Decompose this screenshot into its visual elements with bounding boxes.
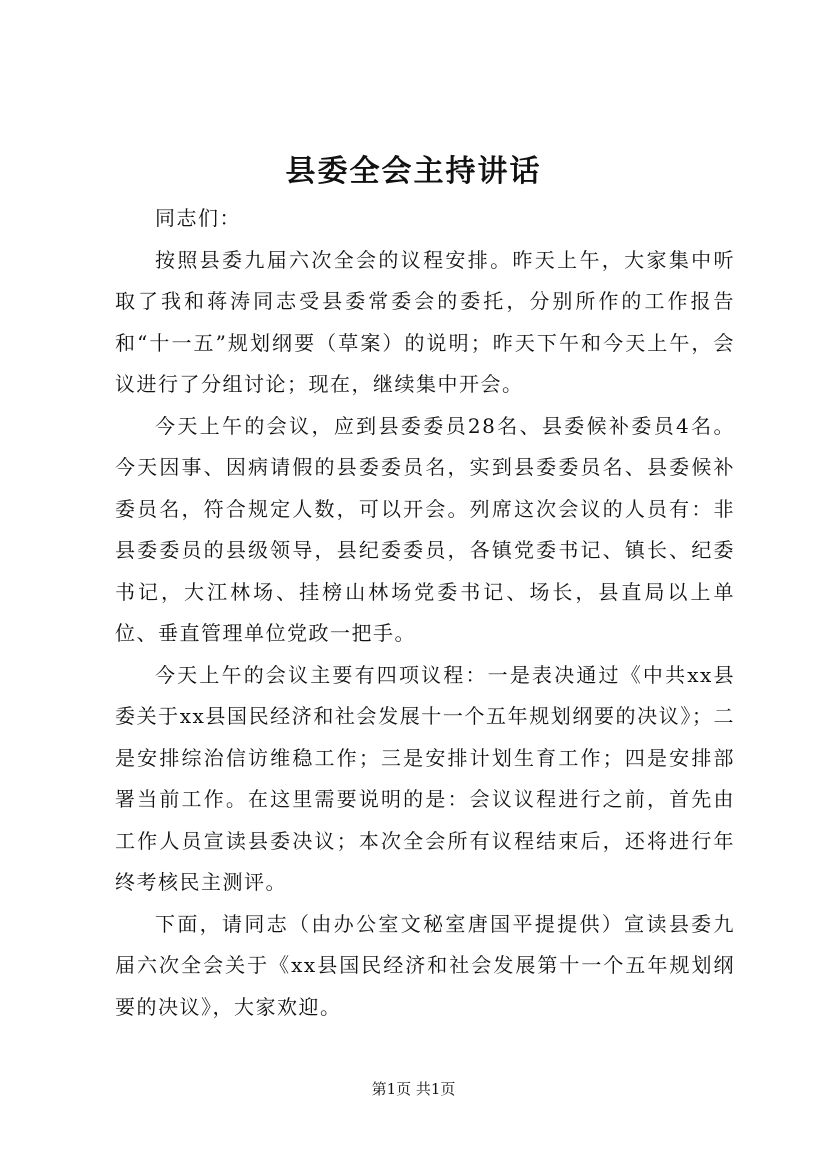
paragraph-agenda-intro: 按照县委九届六次全会的议程安排。昨天上午，大家集中听取了我和蒋涛同志受县委常委会的委托，分别所作的工作报告和“十一五”规划纲要（草案）的说明；昨天下午和今天上午，会议进行了分组讨论；现在，继续集中开会。 xyxy=(115,247,735,396)
document-title: 县委全会主持讲话 xyxy=(285,154,542,189)
greeting: 同志们： xyxy=(155,206,241,230)
document-body xyxy=(115,198,735,1028)
page-number-footer: 第1页 共1页 xyxy=(371,1080,456,1098)
paragraph-closing: 下面，请同志（由办公室文秘室唐国平提提供）宣读县委九届六次全会关于《xx县国民经济和社会发展第十一个五年规划纲要的决议》，大家欢迎。 xyxy=(115,911,735,1019)
paragraph-agenda-items: 今天上午的会议主要有四项议程：一是表决通过《中共xx县委关于xx县国民经济和社会发展十一个五年规划纲要的决议》；二是安排综治信访维稳工作；三是安排计划生育工作；四是安排部署当前工作。在这里需要说明的是：会议议程进行之前，首先由工作人员宣读县委决议；本次全会所有议程结束后，还将进行年终考核民主测评。 xyxy=(115,662,735,894)
paragraph-attendance: 今天上午的会议，应到县委委员28名、县委候补委员4名。今天因事、因病请假的县委委员名，实到县委委员名、县委候补委员名，符合规定人数，可以开会。列席这次会议的人员有：非县委委员的县级领导，县纪委委员，各镇党委书记、镇长、纪委书记，大江林场、挂榜山林场党委书记、场长，县直局以上单位、垂直管理单位党政一把手。 xyxy=(115,413,735,645)
